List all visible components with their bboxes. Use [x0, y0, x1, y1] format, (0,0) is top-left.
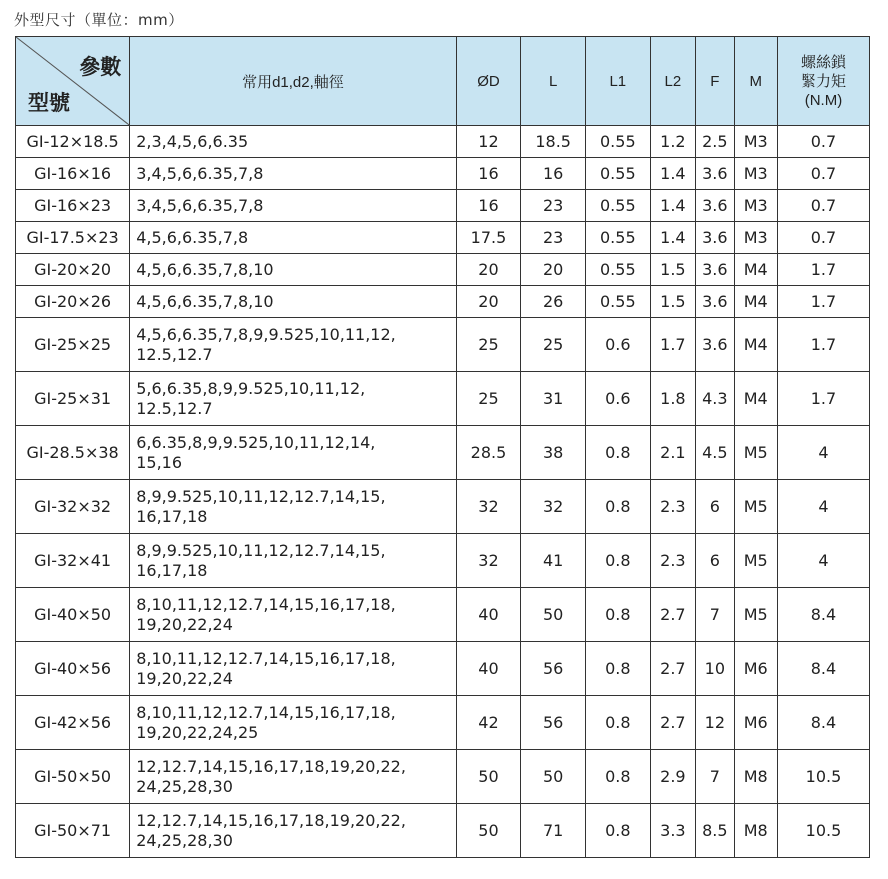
cell-bores [130, 286, 456, 318]
cell-l2: 1.8 [650, 372, 695, 426]
cell-f: 3.6 [696, 190, 734, 222]
cell-l: 38 [521, 426, 586, 480]
cell-m: M6 [734, 696, 777, 750]
cell-od: 20 [456, 286, 521, 318]
header-torque [777, 37, 869, 126]
cell-model: GI-25×31 [16, 372, 130, 426]
cell-bores [130, 750, 456, 804]
cell-bores [130, 642, 456, 696]
cell-od: 50 [456, 750, 521, 804]
cell-model: GI-20×20 [16, 254, 130, 286]
cell-f: 3.6 [696, 158, 734, 190]
cell-l: 56 [521, 642, 586, 696]
table-row [16, 372, 870, 426]
cell-od: 17.5 [456, 222, 521, 254]
header-m: M [734, 37, 777, 126]
bore-line: 8,9,9.525,10,11,12,12.7,14,15, [136, 540, 386, 560]
cell-torque: 0.7 [777, 158, 869, 190]
cell-l: 26 [521, 286, 586, 318]
cell-torque: 1.7 [777, 254, 869, 286]
cell-m: M5 [734, 426, 777, 480]
corner-label-model: 型號 [28, 92, 70, 115]
cell-f: 3.6 [696, 318, 734, 372]
bore-line: 24,25,28,30 [136, 830, 233, 850]
cell-od: 42 [456, 696, 521, 750]
cell-model: GI-16×23 [16, 190, 130, 222]
cell-f: 3.6 [696, 254, 734, 286]
cell-l1: 0.8 [585, 804, 650, 858]
cell-model: GI-32×41 [16, 534, 130, 588]
header-f: F [696, 37, 734, 126]
cell-l1: 0.8 [585, 642, 650, 696]
cell-bores [130, 804, 456, 858]
cell-l1: 0.8 [585, 426, 650, 480]
cell-l: 56 [521, 696, 586, 750]
cell-f: 6 [696, 480, 734, 534]
cell-l2: 2.1 [650, 426, 695, 480]
cell-model: GI-32×32 [16, 480, 130, 534]
cell-torque: 1.7 [777, 372, 869, 426]
cell-torque: 8.4 [777, 588, 869, 642]
cell-bores [130, 318, 456, 372]
cell-l2: 1.5 [650, 286, 695, 318]
cell-l1: 0.55 [585, 126, 650, 158]
cell-model: GI-25×25 [16, 318, 130, 372]
cell-f: 6 [696, 534, 734, 588]
bore-line: 2,3,4,5,6,6.35 [136, 131, 249, 151]
cell-od: 32 [456, 480, 521, 534]
cell-l2: 2.7 [650, 588, 695, 642]
table-row [16, 158, 870, 190]
cell-bores [130, 222, 456, 254]
bore-line: 15,16 [136, 452, 183, 472]
bore-line: 19,20,22,24,25 [136, 722, 259, 742]
cell-m: M3 [734, 158, 777, 190]
cell-l1: 0.8 [585, 588, 650, 642]
bore-line: 16,17,18 [136, 560, 208, 580]
cell-l: 32 [521, 480, 586, 534]
cell-model: GI-42×56 [16, 696, 130, 750]
header-torque-line: 緊力矩 [800, 72, 846, 90]
table-row [16, 588, 870, 642]
bore-line: 8,9,9.525,10,11,12,12.7,14,15, [136, 486, 386, 506]
bore-line: 4,5,6,6.35,7,8 [136, 227, 249, 247]
cell-m: M4 [734, 372, 777, 426]
cell-bores [130, 588, 456, 642]
cell-torque: 10.5 [777, 804, 869, 858]
cell-f: 7 [696, 588, 734, 642]
cell-m: M4 [734, 318, 777, 372]
cell-m: M8 [734, 804, 777, 858]
cell-torque: 4 [777, 426, 869, 480]
cell-bores [130, 126, 456, 158]
table-row [16, 286, 870, 318]
bore-line: 12.5,12.7 [136, 398, 213, 418]
cell-l1: 0.55 [585, 286, 650, 318]
cell-bores [130, 158, 456, 190]
table-row [16, 426, 870, 480]
cell-m: M8 [734, 750, 777, 804]
table-row [16, 750, 870, 804]
cell-od: 28.5 [456, 426, 521, 480]
cell-bores [130, 372, 456, 426]
cell-f: 8.5 [696, 804, 734, 858]
cell-m: M5 [734, 588, 777, 642]
cell-torque: 1.7 [777, 286, 869, 318]
cell-bores [130, 190, 456, 222]
bore-line: 4,5,6,6.35,7,8,10 [136, 259, 274, 279]
cell-l2: 1.4 [650, 222, 695, 254]
cell-l: 31 [521, 372, 586, 426]
cell-f: 10 [696, 642, 734, 696]
cell-bores [130, 480, 456, 534]
bore-line: 4,5,6,6.35,7,8,10 [136, 291, 274, 311]
cell-model: GI-50×71 [16, 804, 130, 858]
cell-f: 3.6 [696, 222, 734, 254]
cell-f: 3.6 [696, 286, 734, 318]
cell-bores [130, 534, 456, 588]
cell-m: M4 [734, 286, 777, 318]
cell-model: GI-16×16 [16, 158, 130, 190]
table-row [16, 804, 870, 858]
cell-l2: 2.7 [650, 642, 695, 696]
cell-torque: 10.5 [777, 750, 869, 804]
table-row [16, 222, 870, 254]
cell-od: 25 [456, 318, 521, 372]
cell-l2: 1.7 [650, 318, 695, 372]
header-l2: L2 [650, 37, 695, 126]
cell-m: M6 [734, 642, 777, 696]
cell-l2: 2.9 [650, 750, 695, 804]
cell-l: 23 [521, 190, 586, 222]
cell-l2: 2.7 [650, 696, 695, 750]
cell-bores [130, 696, 456, 750]
cell-od: 50 [456, 804, 521, 858]
cell-od: 16 [456, 158, 521, 190]
cell-l2: 2.3 [650, 534, 695, 588]
header-torque-line: (N.M) [804, 91, 843, 109]
table-row [16, 318, 870, 372]
header-torque-line: 螺絲鎖 [800, 53, 846, 71]
cell-l1: 0.8 [585, 750, 650, 804]
bore-line: 24,25,28,30 [136, 776, 233, 796]
table-row [16, 126, 870, 158]
cell-m: M5 [734, 480, 777, 534]
bore-line: 8,10,11,12,12.7,14,15,16,17,18, [136, 702, 396, 722]
cell-torque: 0.7 [777, 190, 869, 222]
cell-od: 40 [456, 588, 521, 642]
bore-line: 12.5,12.7 [136, 344, 213, 364]
table-row [16, 642, 870, 696]
header-row [16, 37, 870, 126]
cell-l2: 2.3 [650, 480, 695, 534]
cell-model: GI-20×26 [16, 286, 130, 318]
cell-torque: 4 [777, 534, 869, 588]
bore-line: 12,12.7,14,15,16,17,18,19,20,22, [136, 810, 406, 830]
cell-od: 12 [456, 126, 521, 158]
cell-l: 16 [521, 158, 586, 190]
cell-model: GI-12×18.5 [16, 126, 130, 158]
cell-l2: 1.4 [650, 158, 695, 190]
table-body [16, 126, 870, 858]
bore-line: 3,4,5,6,6.35,7,8 [136, 163, 264, 183]
cell-f: 4.3 [696, 372, 734, 426]
cell-od: 25 [456, 372, 521, 426]
cell-l2: 1.5 [650, 254, 695, 286]
cell-f: 4.5 [696, 426, 734, 480]
corner-header-cell [16, 37, 130, 126]
bore-line: 5,6,6.35,8,9,9.525,10,11,12, [136, 378, 366, 398]
header-l: L [521, 37, 586, 126]
cell-l1: 0.8 [585, 534, 650, 588]
cell-l: 25 [521, 318, 586, 372]
cell-l: 20 [521, 254, 586, 286]
bore-line: 3,4,5,6,6.35,7,8 [136, 195, 264, 215]
table-row [16, 480, 870, 534]
bore-line: 8,10,11,12,12.7,14,15,16,17,18, [136, 648, 396, 668]
cell-f: 7 [696, 750, 734, 804]
cell-m: M3 [734, 126, 777, 158]
spec-table [15, 36, 870, 858]
cell-m: M3 [734, 222, 777, 254]
cell-l1: 0.6 [585, 318, 650, 372]
header-od: ØD [456, 37, 521, 126]
cell-od: 20 [456, 254, 521, 286]
bore-line: 16,17,18 [136, 506, 208, 526]
cell-model: GI-50×50 [16, 750, 130, 804]
cell-od: 32 [456, 534, 521, 588]
cell-od: 16 [456, 190, 521, 222]
cell-bores [130, 426, 456, 480]
cell-model: GI-17.5×23 [16, 222, 130, 254]
cell-l: 50 [521, 750, 586, 804]
cell-model: GI-40×50 [16, 588, 130, 642]
cell-m: M4 [734, 254, 777, 286]
cell-model: GI-28.5×38 [16, 426, 130, 480]
cell-f: 2.5 [696, 126, 734, 158]
table-row [16, 696, 870, 750]
cell-l: 71 [521, 804, 586, 858]
table-row [16, 254, 870, 286]
cell-l: 50 [521, 588, 586, 642]
header-l1: L1 [585, 37, 650, 126]
cell-l1: 0.8 [585, 480, 650, 534]
cell-l: 41 [521, 534, 586, 588]
cell-l: 18.5 [521, 126, 586, 158]
cell-torque: 8.4 [777, 696, 869, 750]
cell-l1: 0.55 [585, 254, 650, 286]
cell-m: M3 [734, 190, 777, 222]
bore-line: 12,12.7,14,15,16,17,18,19,20,22, [136, 756, 406, 776]
cell-l2: 1.2 [650, 126, 695, 158]
cell-l: 23 [521, 222, 586, 254]
table-caption: 外型尺寸（單位：mm） [14, 11, 184, 29]
cell-torque: 1.7 [777, 318, 869, 372]
table-row [16, 190, 870, 222]
cell-f: 12 [696, 696, 734, 750]
cell-torque: 0.7 [777, 222, 869, 254]
cell-torque: 0.7 [777, 126, 869, 158]
cell-l1: 0.6 [585, 372, 650, 426]
bore-line: 19,20,22,24 [136, 614, 233, 634]
bore-line: 8,10,11,12,12.7,14,15,16,17,18, [136, 594, 396, 614]
cell-l1: 0.55 [585, 222, 650, 254]
cell-model: GI-40×56 [16, 642, 130, 696]
cell-torque: 4 [777, 480, 869, 534]
cell-l2: 1.4 [650, 190, 695, 222]
cell-l2: 3.3 [650, 804, 695, 858]
cell-l1: 0.55 [585, 158, 650, 190]
bore-line: 6,6.35,8,9,9.525,10,11,12,14, [136, 432, 376, 452]
bore-line: 19,20,22,24 [136, 668, 233, 688]
cell-l1: 0.55 [585, 190, 650, 222]
header-bores: 常用d1,d2,軸徑 [130, 37, 456, 126]
cell-bores [130, 254, 456, 286]
bore-line: 4,5,6,6.35,7,8,9,9.525,10,11,12, [136, 324, 396, 344]
cell-m: M5 [734, 534, 777, 588]
corner-label-parameters: 參數 [79, 56, 122, 79]
table-row [16, 534, 870, 588]
cell-od: 40 [456, 642, 521, 696]
cell-l1: 0.8 [585, 696, 650, 750]
cell-torque: 8.4 [777, 642, 869, 696]
